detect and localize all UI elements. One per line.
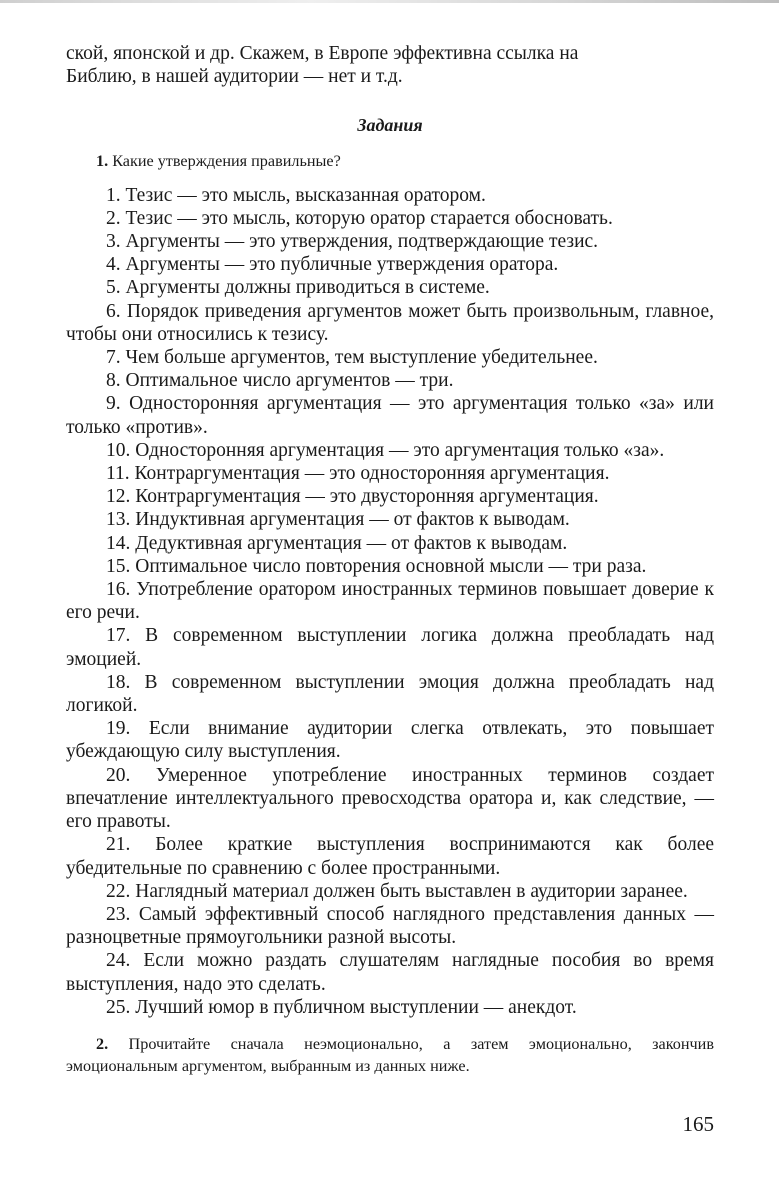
statement-item: 24. Если можно раздать слушателям наглядные пособия во время выступления, надо это сделать. [66, 950, 714, 995]
statement-item: 9. Односторонняя аргументация — это аргументация только «за» или только «против». [66, 393, 714, 438]
statement-item: 17. В современном выступлении логика должна преобладать над эмоцией. [66, 625, 714, 670]
task-text: Какие утверждения правильные? [108, 151, 341, 170]
statement-item: 21. Более краткие выступления воспринимаются как более убедительные по сравнению с более пространными. [66, 834, 714, 879]
statement-item: 4. Аргументы — это публичные утверждения оратора. [106, 254, 559, 276]
task-text: Прочитайте сначала неэмоционально, а затем эмоционально, закончив эмоциональным аргументом, выбранным из данных ниже. [66, 1034, 714, 1075]
statement-item: 12. Контраргументация — это двусторонняя аргументация. [106, 486, 599, 508]
statement-item: 2. Тезис — это мысль, которую оратор старается обосновать. [106, 207, 613, 229]
statement-item: 19. Если внимание аудитории слегка отвлекать, это повышает убеждающую силу выступления. [66, 718, 714, 763]
statement-item: 16. Употребление оратором иностранных терминов повышает доверие к его речи. [66, 579, 714, 624]
task-number: 2. [96, 1034, 109, 1053]
statement-item: 3. Аргументы — это утверждения, подтверждающие тезис. [106, 231, 599, 253]
intro-paragraph [66, 42, 714, 88]
statement-item: 22. Наглядный материал должен быть выставлен в аудитории заранее. [106, 880, 688, 902]
statement-item: 1. Тезис — это мысль, высказанная оратором. [106, 184, 486, 206]
statement-item: 6. Порядок приведения аргументов может быть произвольным, главное, чтобы они относились к тезису. [66, 300, 714, 345]
statement-item: 8. Оптимальное число аргументов — три. [106, 370, 454, 392]
statement-item: 14. Дедуктивная аргументация — от фактов к выводам. [106, 532, 568, 554]
statement-item: 10. Односторонняя аргументация — это аргументация только «за». [106, 439, 665, 461]
statement-item: 5. Аргументы должны приводиться в системе. [106, 277, 490, 299]
statement-item: 11. Контраргументация — это односторонняя аргументация. [106, 463, 610, 485]
statement-item: 7. Чем больше аргументов, тем выступление убедительнее. [106, 347, 598, 369]
book-page [66, 42, 714, 1077]
section-heading: Задания [357, 115, 423, 136]
statement-item: 20. Умеренное употребление иностранных терминов создает впечатление интеллектуального превосходства оратора и, как следствие, — его правоты. [66, 764, 714, 833]
statement-item: 15. Оптимальное число повторения основной мысли — три раза. [106, 555, 647, 577]
statement-item: 23. Самый эффективный способ наглядного представления данных — разноцветные прямоугольники разной высоты. [66, 903, 714, 949]
page-top-edge [0, 0, 779, 3]
task-2-prompt [66, 1033, 714, 1077]
intro-line: ской, японской и др. Скажем, в Европе эффективна ссылка на [66, 43, 579, 64]
statement-item: 25. Лучший юмор в публичном выступлении — анекдот. [106, 996, 577, 1018]
task-number: 1. [96, 151, 109, 170]
page-number: 165 [682, 1112, 714, 1136]
statement-item: 13. Индуктивная аргументация — от фактов к выводам. [106, 509, 570, 531]
task-1-prompt [66, 150, 714, 172]
statement-item: 18. В современном выступлении эмоция должна преобладать над логикой. [66, 671, 714, 717]
statements-list [66, 184, 714, 1019]
intro-line: Библию, в нашей аудитории — нет и т.д. [66, 66, 403, 88]
